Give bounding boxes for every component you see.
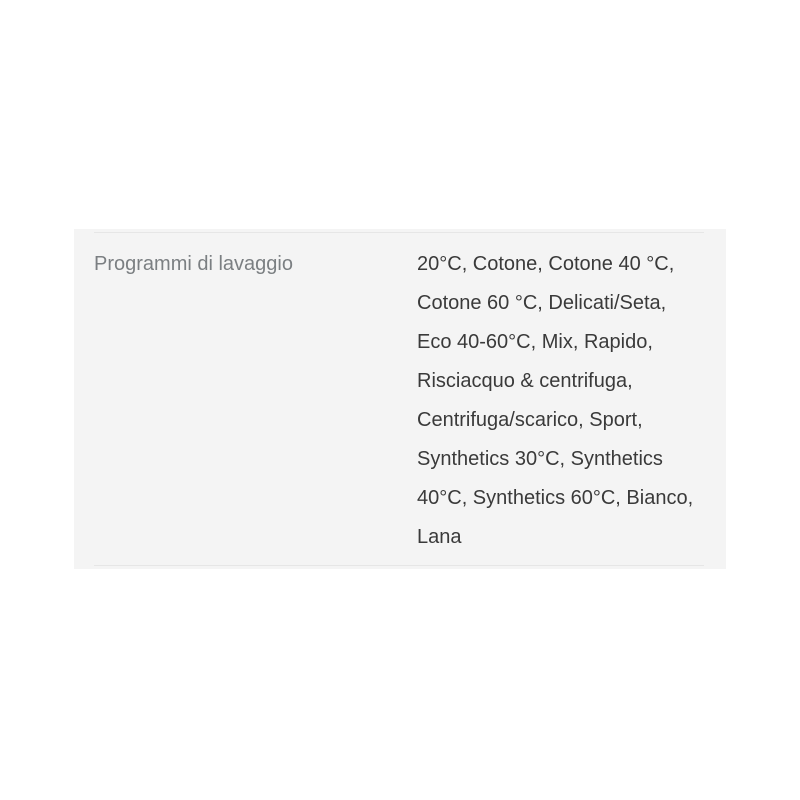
- spec-value-line: Cotone 60 °C, Delicati/Seta,: [417, 292, 667, 314]
- spec-value-line: 40°C, Synthetics 60°C, Bianco,: [417, 487, 694, 509]
- row-divider-top: [94, 232, 704, 233]
- specs-table: [74, 229, 726, 569]
- spec-value-line: Eco 40-60°C, Mix, Rapido,: [417, 331, 653, 353]
- spec-value-line: Synthetics 30°C, Synthetics: [417, 448, 663, 470]
- spec-value-line: Risciacquo & centrifuga,: [417, 370, 633, 392]
- spec-label: Programmi di lavaggio: [94, 253, 293, 275]
- spec-value-line: 20°C, Cotone, Cotone 40 °C,: [417, 253, 675, 275]
- spec-value-line: Centrifuga/scarico, Sport,: [417, 409, 643, 431]
- spec-value-line: Lana: [417, 526, 462, 548]
- row-divider-bottom: [94, 565, 704, 566]
